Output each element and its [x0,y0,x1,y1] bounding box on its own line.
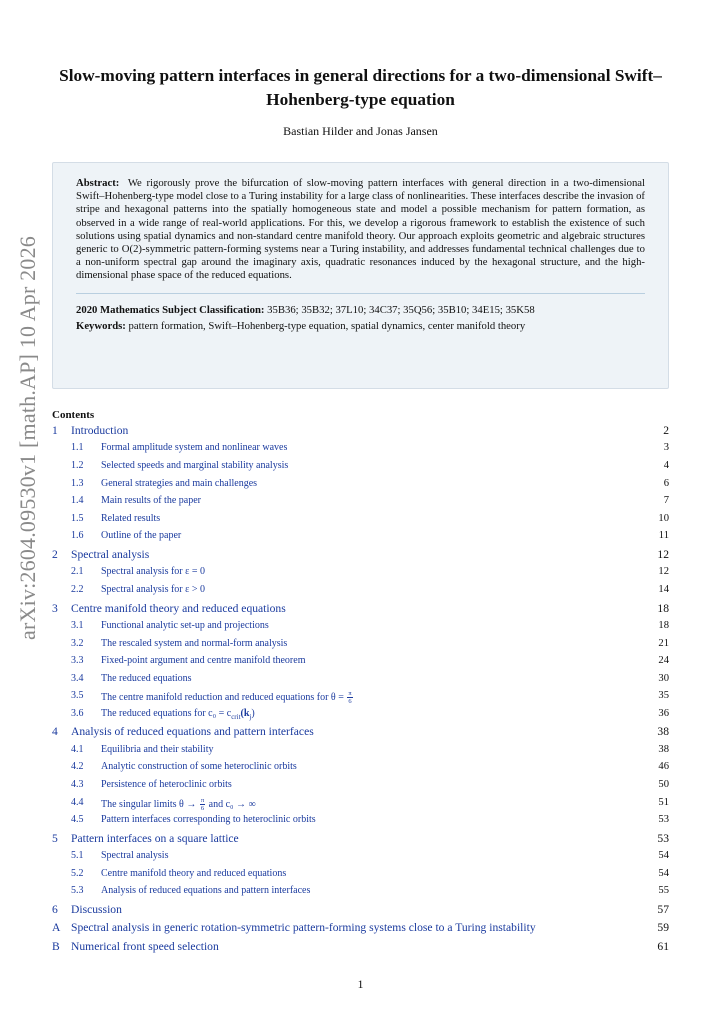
toc-entry[interactable] [52,797,669,815]
toc-entry-number[interactable]: 2.1 [71,566,84,578]
toc-entry[interactable] [52,690,669,708]
toc-entry-title[interactable]: Analysis of reduced equations and pattern interfaces [71,725,314,739]
toc-entry-number[interactable]: 4.2 [71,761,84,773]
toc-entry-title[interactable]: Functional analytic set-up and projections [101,619,269,631]
toc-entry-number[interactable]: 1 [52,424,58,437]
toc-entry-number[interactable]: B [52,939,60,953]
toc-entry-title[interactable]: Spectral analysis [101,850,169,862]
toc-entry-number[interactable]: 6 [52,903,58,917]
keywords-value: pattern formation, Swift–Hohenberg-type equation, spatial dynamics, center manifold theory [128,319,526,332]
toc-entry-page: 11 [658,530,669,542]
toc-entry-title[interactable]: Fixed-point argument and centre manifold theorem [101,655,306,667]
toc-entry-page: 54 [658,850,669,862]
toc-entry-title[interactable]: The centre manifold reduction and reduced equations for θ = $\frac{\pi}{6}$ [101,690,352,706]
toc-entry-page: 2 [663,424,669,437]
toc-entry-title[interactable]: Outline of the paper [101,530,182,542]
toc-entry[interactable] [52,530,669,548]
toc-entry-number[interactable]: 5.3 [71,885,84,897]
arxiv-identifier-text: arXiv:2604.09530v1 [math.AP] 10 Apr 2026 [15,236,40,640]
toc-entry-number[interactable]: 1.3 [71,477,84,489]
toc-entry-number[interactable]: 4.3 [71,779,84,791]
toc-entry[interactable] [52,655,669,673]
toc-title-tail: (k [240,707,250,719]
paper-authors: Bastian Hilder and Jonas Jansen [283,124,438,138]
toc-entry[interactable] [52,620,669,638]
fraction-numerator: π [348,690,352,698]
toc-entry-page: 36 [658,707,669,719]
toc-entry-page: 14 [658,583,669,595]
toc-entry-number[interactable]: A [52,921,61,935]
fraction-numerator: π [200,796,205,804]
toc-subscript: j [249,712,252,721]
toc-entry[interactable] [52,673,669,691]
toc-entry-number[interactable]: 2 [52,547,58,561]
abstract-text: We rigorously prove the bifurcation of slow-moving pattern interfaces with general direction in a two-dimensional Swift–Hohenberg-type model close to a Turing instability for a large class of nonlinearities. These interfaces describe the invasion of stripe and hexagonal patterns into the spatially homogeneous state and model a possible mechanism for pattern formation, as observed in a wide range of real-world applications. For this, we develop a rigorous framework to establish the existence of such solutions using spatial dynamics and non-standard centre manifold theory. Our approach exploits geometric and algebraic structures generic to O(2)-symmetric pattern-forming systems near a Turing instability, and addresses fundamental technical challenges due to a non-uniform spectral gap around the imaginary axis, quadratic resonances induced by the hexagonal structure, and the high-dimensional phase space of the reduced equations. [76,177,645,282]
toc-entry-title[interactable]: Related results [101,512,161,524]
abstract-label: Abstract: [76,177,120,189]
toc-entry-page: 53 [658,814,669,826]
toc-entry-title[interactable]: The rescaled system and normal-form analysis [101,637,288,649]
toc-entry-title[interactable]: Equilibria and their stability [101,743,214,755]
toc-entry-number[interactable]: 1.1 [71,442,84,454]
toc-entry-page: 46 [658,761,669,773]
toc-entry[interactable] [52,885,669,903]
toc-entry-number[interactable]: 3 [52,601,58,615]
toc-entry-title[interactable]: The reduced equations [101,672,192,684]
toc-entry[interactable] [52,548,669,566]
toc-entry-page: 35 [658,690,669,702]
toc-entry-number[interactable]: 5.1 [71,850,84,862]
paper-title: Slow-moving pattern interfaces in general directions for a two-dimensional Swift–Hohenberg-type equation [59,66,662,109]
toc-entry-number[interactable]: 3.4 [71,672,84,684]
toc-entry-title[interactable]: Spectral analysis for ε = 0 [101,566,205,578]
fraction-denominator: 6 [200,804,205,812]
toc-entry-page: 57 [657,903,669,917]
toc-fraction [347,690,352,705]
toc-entry-page: 38 [658,743,669,755]
toc-entry-title[interactable]: Spectral analysis [71,547,150,561]
toc-entry-number[interactable]: 4.4 [71,796,84,808]
toc-entry-title[interactable]: Pattern interfaces on a square lattice [71,831,239,845]
toc-entry[interactable] [52,868,669,886]
toc-entry-page: 10 [658,512,669,524]
toc-entry-title[interactable]: General strategies and main challenges [101,477,258,489]
toc-entry-number[interactable]: 1.6 [71,530,84,542]
toc-entry-title[interactable]: Introduction [71,424,129,437]
toc-entry[interactable] [52,832,669,850]
toc-subscript: crit [231,712,241,721]
toc-entry-title[interactable]: Analysis of reduced equations and pattern interfaces [101,885,311,897]
toc-entry-number[interactable]: 4.1 [71,743,84,755]
toc-entry-title[interactable]: The reduced equations for $c_0 = c_{crit}(k_j)$ [101,707,255,721]
toc-entry-title[interactable]: Pattern interfaces corresponding to heteroclinic orbits [101,814,316,826]
toc-entry[interactable] [52,442,669,460]
toc-entry-page: 6 [663,477,669,489]
toc-entry-title[interactable]: Spectral analysis for ε > 0 [101,583,205,595]
toc-entry-number[interactable]: 3.2 [71,637,84,649]
toc-entry-page: 21 [658,637,669,649]
toc-entry-title[interactable]: The singular limits θ → $\frac{\pi}{6}$ and c₀ → ∞ [101,796,256,812]
toc-entry[interactable] [52,744,669,762]
toc-entry[interactable] [52,478,669,496]
toc-entry-title[interactable]: Centre manifold theory and reduced equations [101,867,287,879]
toc-entry-title[interactable]: Discussion [71,903,122,917]
toc-entry-page: 59 [657,921,669,935]
toc-entry-page: 7 [663,495,669,507]
toc-entry[interactable] [52,779,669,797]
toc-entry-number[interactable]: 2.2 [71,583,84,595]
toc-entry-page: 54 [658,867,669,879]
toc-entry-number[interactable]: 4.5 [71,814,84,826]
toc-entry-page: 30 [658,672,669,684]
toc-entry-number[interactable]: 3.5 [71,690,84,702]
abstract-box [52,162,669,389]
toc-entry-title[interactable]: Persistence of heteroclinic orbits [101,779,232,791]
toc-entry-page: 50 [658,779,669,791]
toc-entry-page: 12 [658,566,669,578]
toc-entry[interactable] [52,708,669,726]
toc-title-tail: and c₀ → ∞ [206,798,256,810]
toc-entry-title[interactable]: Formal amplitude system and nonlinear waves [101,442,288,454]
toc-entry-title[interactable]: Centre manifold theory and reduced equations [71,601,286,615]
toc-entry-number[interactable]: 5.2 [71,867,84,879]
toc-entry-title[interactable]: Selected speeds and marginal stability analysis [101,459,289,471]
toc-entry-number[interactable]: 3.3 [71,655,84,667]
toc-entry-title[interactable]: Numerical front speed selection [71,939,219,953]
toc-entry[interactable] [52,513,669,531]
toc-entry[interactable] [52,940,669,958]
toc-entry-page: 53 [657,831,669,845]
toc-entry-number[interactable]: 1.4 [71,495,84,507]
toc-entry-page: 18 [658,619,669,631]
toc-fraction [200,797,205,812]
toc-entry-page: 4 [663,459,669,471]
toc-entry-page: 12 [657,547,669,561]
toc-entry-title[interactable]: Main results of the paper [101,495,201,507]
abstract-divider [76,293,645,294]
toc-entry-page: 24 [658,655,669,667]
toc-entry-page: 55 [658,885,669,897]
toc-entry-page: 18 [657,601,669,615]
toc-entry-number[interactable]: 3.6 [71,707,84,719]
toc-entry[interactable] [52,814,669,832]
abstract-paragraph [76,177,645,283]
toc-entry[interactable] [52,424,669,442]
toc-entry-number[interactable]: 5 [52,831,58,845]
msc-line [76,302,645,318]
page-number: 1 [357,977,364,991]
toc-entry-page: 61 [657,939,669,953]
keywords-line [76,318,645,334]
toc-entry[interactable] [52,903,669,921]
table-of-contents [52,424,669,958]
toc-entry-title[interactable]: Analytic construction of some heteroclinic orbits [101,761,297,773]
contents-heading: Contents [52,409,95,421]
toc-entry[interactable] [52,761,669,779]
toc-entry[interactable] [52,495,669,513]
toc-entry-number[interactable]: 3.1 [71,619,84,631]
toc-entry-page: 51 [658,796,669,808]
toc-entry[interactable] [52,638,669,656]
toc-entry-page: 3 [663,442,669,454]
toc-entry-page: 38 [657,725,669,739]
toc-entry[interactable] [52,725,669,743]
keywords-label: Keywords: [76,319,126,332]
msc-label: 2020 Mathematics Subject Classification: [76,303,265,316]
toc-entry[interactable] [52,584,669,602]
msc-value: 35B36; 35B32; 37L10; 34C37; 35Q56; 35B10; 34E15; 35K58 [267,303,535,316]
toc-entry[interactable] [52,460,669,478]
toc-entry[interactable] [52,921,669,939]
toc-entry[interactable] [52,566,669,584]
fraction-denominator: 6 [348,698,352,706]
toc-entry-number[interactable]: 4 [52,725,58,739]
toc-entry[interactable] [52,602,669,620]
arxiv-identifier [6,236,50,640]
toc-entry[interactable] [52,850,669,868]
toc-entry-title[interactable]: Spectral analysis in generic rotation-symmetric pattern-forming systems close to a Turing instability [71,921,536,935]
toc-entry-number[interactable]: 1.5 [71,512,84,524]
toc-entry-number[interactable]: 1.2 [71,459,84,471]
